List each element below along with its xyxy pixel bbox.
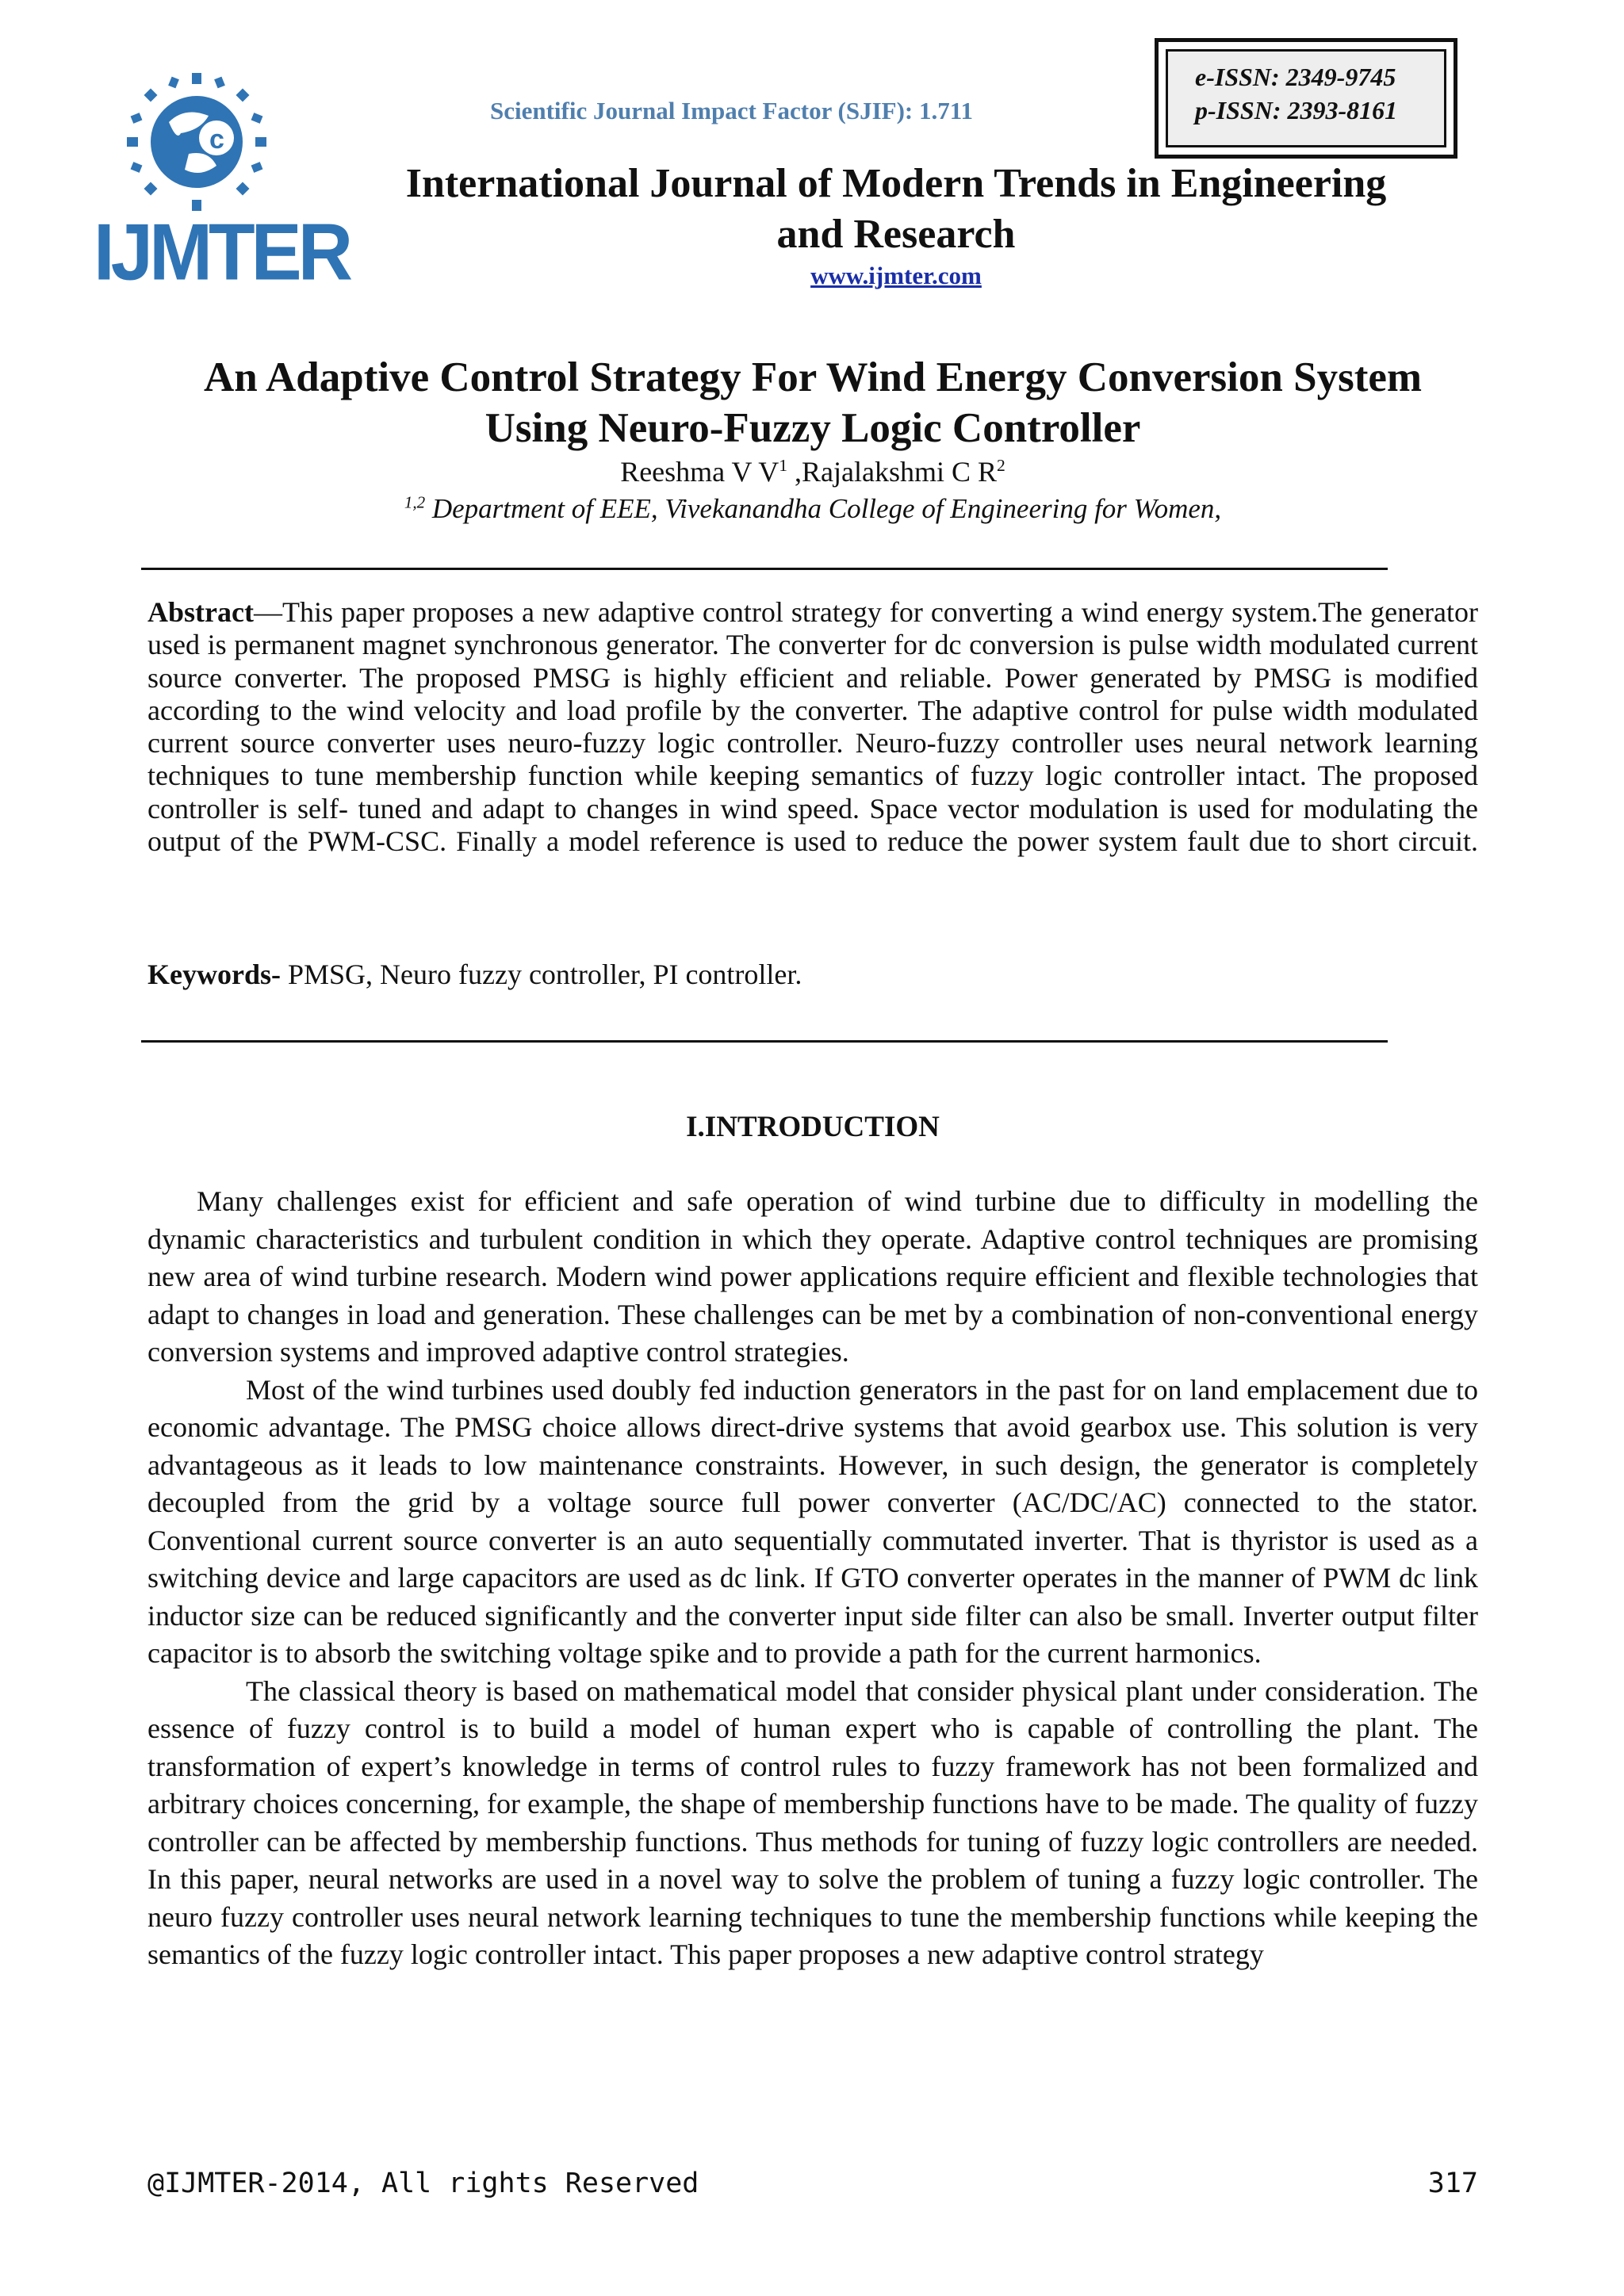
svg-text:c: c <box>209 124 224 155</box>
intro-paragraph-1: Many challenges exist for efficient and safe operation of wind turbine due to difficulty in modelling the dynamic characteristics and turbulent condition in which they operate. Adaptive control techniques are promising new area of wind turbine research. Modern wind power applications require efficient and flexible technologies that adapt to changes in load and generation. These challenges can be met by a combination of non-conventional energy conversion systems and improved adaptive control strategies. <box>147 1185 1478 1368</box>
issn-box <box>1155 38 1457 159</box>
logo-wordmark: IJMTER <box>94 208 350 297</box>
paper-title-line2: Using Neuro-Fuzzy Logic Controller <box>485 405 1141 451</box>
intro-paragraph-3: The classical theory is based on mathematical model that consider physical plant under consideration. The essence of fuzzy control is to build a model of human expert who is capable of controlling the plant. The transformation of expert’s knowledge in terms of control rules to fuzzy framework has not been formalized and arbitrary choices concerning, for example, the shape of membership functions have to be made. The quality of fuzzy controller can be affected by membership functions. Thus methods for tuning of fuzzy logic controllers are needed. In this paper, neural networks are used in a novel way to solve the problem of tuning a fuzzy logic controller. The neuro fuzzy controller uses neural network learning techniques to tune the membership functions while keeping the semantics of the fuzzy logic controller intact. This paper proposes a new adaptive control strategy <box>147 1674 1478 1970</box>
bottom-divider <box>141 1040 1388 1043</box>
journal-logo <box>94 59 350 297</box>
affiliation-mark: 1,2 <box>404 492 426 512</box>
keywords-text: PMSG, Neuro fuzzy controller, PI controller. <box>280 959 802 990</box>
affiliation-text: Department of EEE, Vivekanandha College of Engineering for Women, <box>425 493 1222 524</box>
keywords-label: Keywords- <box>147 959 281 990</box>
footer-copyright: @IJMTER-2014, All rights Reserved <box>147 2168 699 2199</box>
impact-factor: Scientific Journal Impact Factor (SJIF): 1.711 <box>490 97 974 124</box>
keywords <box>147 958 1478 991</box>
top-divider <box>141 568 1388 570</box>
p-issn: p-ISSN: 2393-8161 <box>1195 96 1398 124</box>
page-number: 317 <box>1427 2168 1478 2199</box>
author-1: Reeshma V V <box>620 456 779 488</box>
author-separator: , <box>787 456 802 488</box>
abstract <box>147 596 1478 858</box>
abstract-text: —This paper proposes a new adaptive control strategy for converting a wind energy system.The generator used is permanent magnet synchronous generator. The converter for dc conversion is pulse width modulated current source converter. The proposed PMSG is highly efficient and reliable. Power generated by PMSG is modified according to the wind velocity and load profile by the converter. The adaptive control for pulse width modulated current source converter uses neuro-fuzzy logic controller. Neuro-fuzzy controller uses neural network learning techniques to tune membership function while keeping semantics of fuzzy logic controller intact. The proposed controller is self- tuned and adapt to changes in wind speed. Space vector modulation is used for modulating the output of the PWM-CSC. Finally a model reference is used to reduce the power system fault due to short circuit. <box>147 596 1478 858</box>
section-heading: I.INTRODUCTION <box>686 1111 940 1143</box>
paper-title <box>103 352 1522 453</box>
author-list <box>103 455 1522 488</box>
affiliation <box>103 493 1522 525</box>
globe-emblem-icon <box>94 59 300 217</box>
paper-title-line1: An Adaptive Control Strategy For Wind Energy Conversion System <box>203 354 1423 400</box>
author-2-affiliation-mark: 2 <box>997 456 1005 475</box>
intro-paragraph-2: Most of the wind turbines used doubly fed induction generators in the past for on land emplacement due to economic advantage. The PMSG choice allows direct-drive systems that avoid gearbox use. This solution is very advantageous as it leads to low maintenance constraints. However, in such design, the generator is completely decoupled from the grid by a voltage source full power converter (AC/DC/AC) connected to the stator. Conventional current source converter is an auto sequentially commutated inverter. That is thyristor is used as a switching device and large capacitors are used as dc link. If GTO converter operates in the manner of PWM dc link inductor size can be reduced significantly and the converter input side filter can also be small. Inverter output filter capacitor is to absorb the switching voltage spike and to provide a path for the current harmonics. <box>147 1373 1478 1669</box>
journal-url-link[interactable]: www.ijmter.com <box>810 262 982 289</box>
journal-title-line2: and Research <box>776 212 1016 257</box>
journal-title-line1: International Journal of Modern Trends in Engineering <box>405 161 1387 206</box>
author-2: Rajalakshmi C R <box>802 456 997 488</box>
introduction-body <box>147 1183 1478 1974</box>
e-issn: e-ISSN: 2349-9745 <box>1195 63 1396 91</box>
journal-title <box>381 159 1411 260</box>
abstract-label: Abstract <box>147 596 254 628</box>
author-1-affiliation-mark: 1 <box>779 456 787 475</box>
